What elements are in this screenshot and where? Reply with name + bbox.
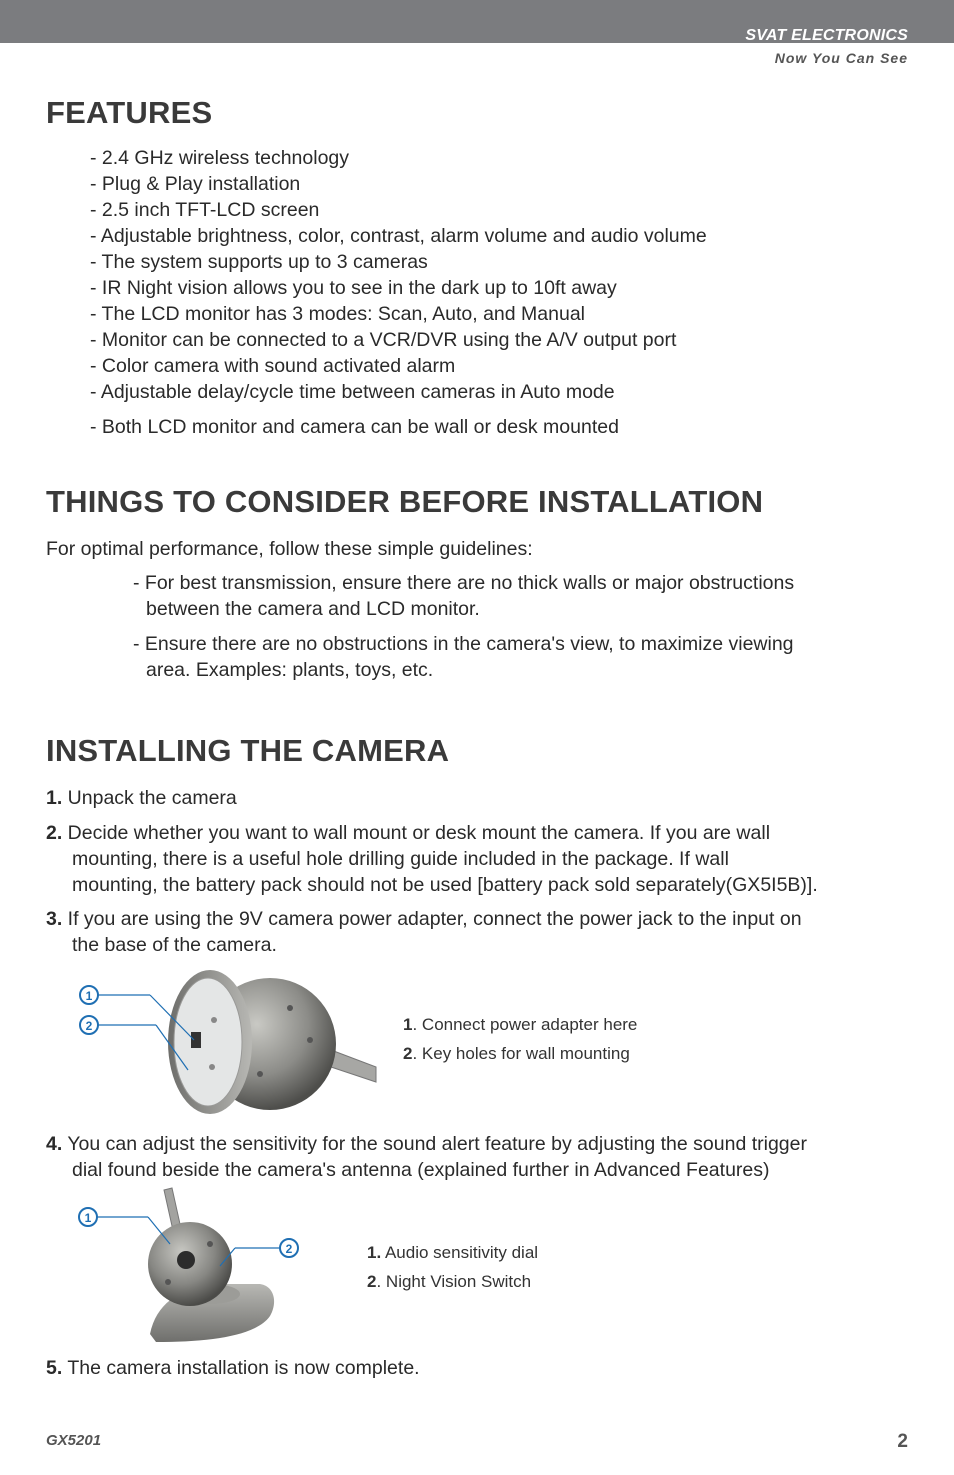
feature-item: - The LCD monitor has 3 modes: Scan, Auto, and Manual <box>90 303 585 325</box>
figure-2-caption-2 <box>367 1267 531 1296</box>
step-text: The camera installation is now complete. <box>62 1357 420 1379</box>
step-number: 5. <box>46 1357 63 1379</box>
feature-item: - The system supports up to 3 cameras <box>90 251 428 273</box>
callout-number: 1 <box>85 989 93 1003</box>
camera-back-illustration <box>60 962 390 1118</box>
callout-number: 2 <box>85 1019 93 1033</box>
step-4-line-1 <box>46 1131 807 1157</box>
caption-text: . Connect power adapter here <box>412 1015 638 1034</box>
guideline-1-line-1: - For best transmission, ensure there are no thick walls or major obstructions <box>133 572 795 594</box>
consider-intro: For optimal performance, follow these simple guidelines: <box>46 538 533 560</box>
features-heading: FEATURES <box>46 95 213 130</box>
step-number: 2. <box>46 822 63 844</box>
step-number: 3. <box>46 908 63 930</box>
figure-2-caption-1 <box>367 1238 538 1267</box>
caption-number: 2 <box>403 1044 413 1063</box>
step-3-line-1 <box>46 906 802 932</box>
caption-text: Audio sensitivity dial <box>381 1243 539 1262</box>
consider-heading: THINGS TO CONSIDER BEFORE INSTALLATION <box>46 484 764 519</box>
step-text: Unpack the camera <box>62 787 237 809</box>
footer-model-number: GX5201 <box>46 1432 102 1449</box>
caption-number: 2 <box>367 1272 377 1291</box>
caption-number: 1. <box>367 1243 382 1262</box>
caption-text: . Key holes for wall mounting <box>412 1044 630 1063</box>
brand-tagline: Now You Can See <box>774 50 908 66</box>
feature-item: - Both LCD monitor and camera can be wall or desk mounted <box>90 416 619 438</box>
step-number: 4. <box>46 1133 63 1155</box>
feature-item: - Color camera with sound activated alarm <box>90 355 456 377</box>
page-number: 2 <box>897 1431 908 1452</box>
guideline-1-line-2: between the camera and LCD monitor. <box>146 598 480 620</box>
step-2-line-1 <box>46 820 770 846</box>
feature-item: - Adjustable brightness, color, contrast, alarm volume and audio volume <box>90 225 707 247</box>
callout-number: 1 <box>84 1211 92 1225</box>
step-4-line-2: dial found beside the camera's antenna (explained further in Advanced Features) <box>72 1159 770 1181</box>
step-5 <box>46 1355 420 1381</box>
camera-front-illustration <box>60 1186 310 1348</box>
step-2-line-2: mounting, there is a useful hole drilling guide included in the package. If wall <box>72 848 729 870</box>
figure-1-caption-2 <box>403 1039 630 1068</box>
feature-item: - Monitor can be connected to a VCR/DVR using the A/V output port <box>90 329 677 351</box>
caption-number: 1 <box>403 1015 413 1034</box>
feature-item: - Plug & Play installation <box>90 173 301 195</box>
guideline-2-line-1: - Ensure there are no obstructions in the camera's view, to maximize viewing <box>133 633 794 655</box>
step-2-line-3: mounting, the battery pack should not be used [battery pack sold separately(GX5I5B)]. <box>72 874 818 896</box>
feature-item: - 2.5 inch TFT-LCD screen <box>90 199 320 221</box>
step-text: You can adjust the sensitivity for the sound alert feature by adjusting the sound trigger <box>62 1133 807 1155</box>
guideline-2-line-2: area. Examples: plants, toys, etc. <box>146 659 434 681</box>
step-text: Decide whether you want to wall mount or desk mount the camera. If you are wall <box>62 822 771 844</box>
step-3-line-2: the base of the camera. <box>72 934 277 956</box>
figure-1-caption-1 <box>403 1010 637 1039</box>
feature-item: - 2.4 GHz wireless technology <box>90 147 350 169</box>
callout-number: 2 <box>285 1242 293 1256</box>
feature-item: - Adjustable delay/cycle time between cameras in Auto mode <box>90 381 615 403</box>
features-list <box>90 145 707 440</box>
step-text: If you are using the 9V camera power adapter, connect the power jack to the input on <box>62 908 802 930</box>
step-1 <box>46 785 237 811</box>
installing-heading: INSTALLING THE CAMERA <box>46 733 450 768</box>
caption-text: . Night Vision Switch <box>376 1272 532 1291</box>
step-number: 1. <box>46 787 63 809</box>
brand-name: SVAT ELECTRONICS <box>745 27 908 44</box>
feature-item: - IR Night vision allows you to see in the dark up to 10ft away <box>90 277 617 299</box>
